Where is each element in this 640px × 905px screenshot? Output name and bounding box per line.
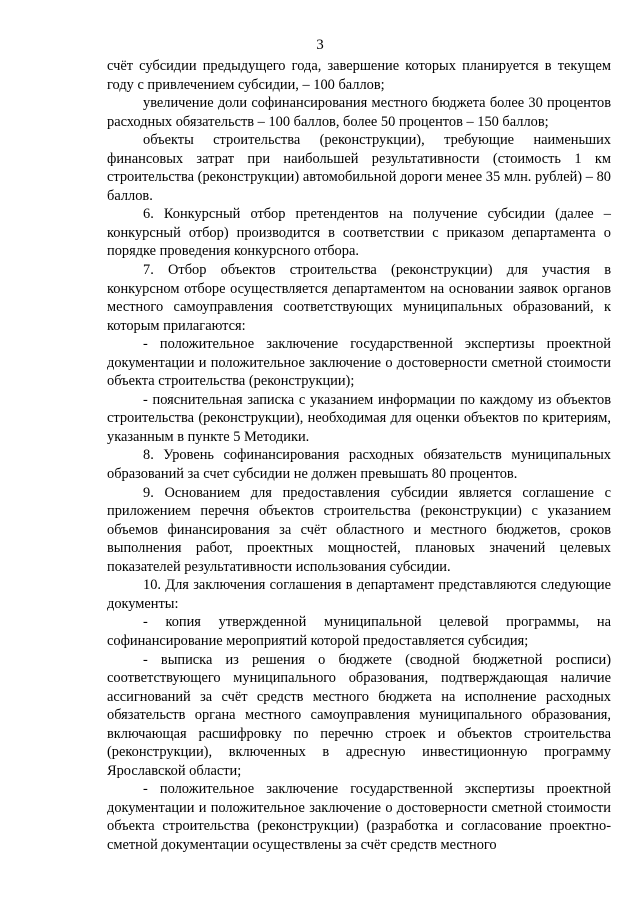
paragraph-continuation: счёт субсидии предыдущего года, завершение которых планируется в текущем году с привлечением субсидии, – 100 баллов;: [107, 58, 611, 93]
paragraph-item-10: 10. Для заключения соглашения в департамент представляются следующие документы:: [107, 577, 611, 612]
paragraph-item-8: 8. Уровень софинансирования расходных обязательств муниципальных образований за счет субсидии не должен превышать 80 процентов.: [107, 447, 611, 483]
paragraph-item-7: 7. Отбор объектов строительства (реконструкции) для участия в конкурсном отборе осуществляется департаментом на основании заявок органов местного самоуправления соответствующих муниципальных образований, к которым прилагаются:: [107, 262, 611, 334]
list-item-explanatory-note: - пояснительная записка с указанием информации по каждому из объектов строительства (реконструкции), необходимая для оценки объектов по критериям, указанным в пункте 5 Методики.: [107, 391, 611, 445]
list-item-expertise-conclusion: - положительное заключение государственной экспертизы проектной документации и положительное заключение о достоверности сметной стоимости объекта строительства (реконструкции) (разработка и согласование проектно-сметной документации осуществлены за счёт средств местного: [107, 781, 611, 853]
paragraph-item-6: 6. Конкурсный отбор претендентов на получение субсидии (далее – конкурсный отбор) производится в соответствии с приказом департамента о порядке проведения конкурсного отбора.: [107, 206, 611, 260]
paragraph-cost-efficiency: объекты строительства (реконструкции), требующие наименьших финансовых затрат при наибольшей результативности (стоимость 1 км строительства (реконструкции) автомобильной дороги менее 35 млн. рублей) – 80 баллов.: [107, 132, 611, 204]
document-body: [107, 57, 611, 855]
page-number: 3: [316, 37, 324, 53]
list-item-program-copy: - копия утвержденной муниципальной целевой программы, на софинансирование мероприятий которой предоставляется субсидия;: [107, 614, 611, 649]
paragraph-item-9: 9. Основанием для предоставления субсидии является соглашение с приложением перечня объектов строительства (реконструкции) с указанием объемов финансирования за счёт областного и местного бюджетов, сроков выполнения работ, проектных мощностей, плановых значений целевых показателей результативности использования субсидии.: [107, 484, 611, 575]
list-item-budget-extract: - выписка из решения о бюджете (сводной бюджетной росписи) соответствующего муниципального образования, подтверждающая наличие ассигнований за счёт средств местного бюджета на исполнение расходных обязательств органа местного самоуправления муниципального образования, включающая расшифровку по перечню строек и объектов строительства (реконструкции), включенных в адресную инвестиционную программу Ярославской области;: [107, 651, 611, 779]
paragraph-cofinancing-share: увеличение доли софинансирования местного бюджета более 30 процентов расходных обязательств – 100 баллов, более 50 процентов – 150 баллов;: [107, 95, 611, 130]
list-item-expertise: - положительное заключение государственной экспертизы проектной документации и положительное заключение о достоверности сметной стоимости объекта строительства (реконструкции);: [107, 336, 611, 390]
